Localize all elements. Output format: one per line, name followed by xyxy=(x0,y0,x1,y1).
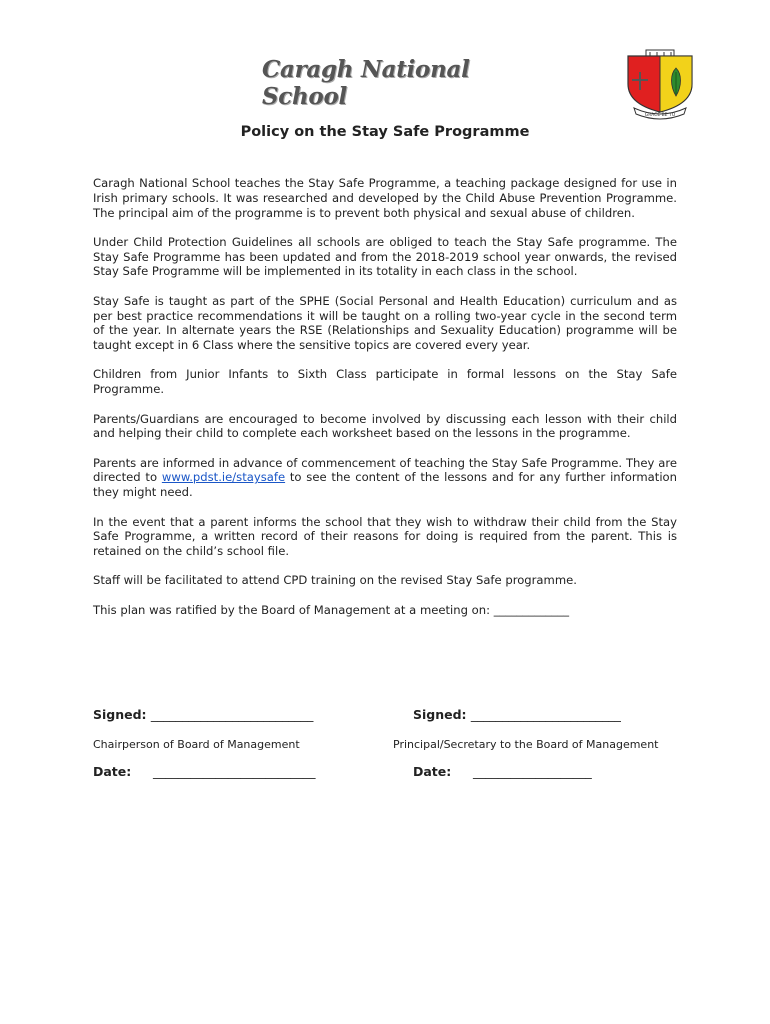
signed-label: Signed: xyxy=(413,707,467,722)
paragraph-participation: Children from Junior Infants to Sixth Class participate in formal lessons on the Stay Safe Programme. xyxy=(93,367,677,397)
date-line: ___________________ xyxy=(473,764,592,779)
date-line: __________________________ xyxy=(153,764,316,779)
signed-line: ________________________ xyxy=(470,707,621,722)
paragraph-sphe: Stay Safe is taught as part of the SPHE (Social Personal and Health Education) curriculum and as per best practice recommendations it will be taught on a rolling two-year cycle in the second term of the year. In alternate years the RSE (Relationships and Sexuality Education) programme will be taught except in 6 Class where the sensitive topics are covered every year. xyxy=(93,293,677,353)
chairperson-date xyxy=(93,764,316,779)
date-label: Date: xyxy=(413,764,452,779)
paragraph-text: Parents are informed in advance of commencement of teaching the Stay Safe Programme. They are directed to xyxy=(93,455,677,485)
staysafe-link[interactable]: www.pdst.ie/staysafe xyxy=(161,470,286,485)
date-label: Date: xyxy=(93,764,132,779)
signed-label: Signed: xyxy=(93,707,147,722)
chairperson-signed xyxy=(93,707,313,722)
paragraph-withdrawal: In the event that a parent informs the school that they wish to withdraw their child from the Stay Safe Programme, a written record of their reasons for doing is required from the parent. This is retained on the child’s school file. xyxy=(93,514,677,559)
crest-motto: GRACE BE TO xyxy=(644,113,676,118)
paragraph-text: to see the content of the lessons and for any further information they might need. xyxy=(93,470,677,500)
school-crest-logo xyxy=(624,46,696,120)
paragraph-guidelines: Under Child Protection Guidelines all schools are obliged to teach the Stay Safe programme. The Stay Safe Programme has been updated and from the 2018-2019 school year onwards, the revised Stay Safe Programme will be implemented in its totality in each class in the school. xyxy=(93,234,677,279)
principal-signed xyxy=(413,707,621,722)
signed-line: __________________________ xyxy=(150,707,314,722)
principal-role: Principal/Secretary to the Board of Management xyxy=(393,738,659,751)
principal-date xyxy=(413,764,592,779)
paragraph-ratified: This plan was ratified by the Board of Management at a meeting on: _____________ xyxy=(93,602,570,617)
paragraph-parents-informed xyxy=(93,456,677,500)
paragraph-cpd: Staff will be facilitated to attend CPD training on the revised Stay Safe programme. xyxy=(93,573,577,588)
chairperson-role: Chairperson of Board of Management xyxy=(93,738,300,751)
page-title: Policy on the Stay Safe Programme xyxy=(240,124,530,140)
paragraph-intro: Caragh National School teaches the Stay Safe Programme, a teaching package designed for use in Irish primary schools. It was researched and developed by the Child Abuse Prevention Programme. The principal aim of the programme is to prevent both physical and sexual abuse of children. xyxy=(93,176,677,220)
policy-body xyxy=(93,176,677,632)
paragraph-parents-involvement: Parents/Guardians are encouraged to become involved by discussing each lesson with their child and helping their child to complete each worksheet based on the lessons in the programme. xyxy=(93,411,677,441)
school-name: Caragh National School xyxy=(262,56,470,110)
